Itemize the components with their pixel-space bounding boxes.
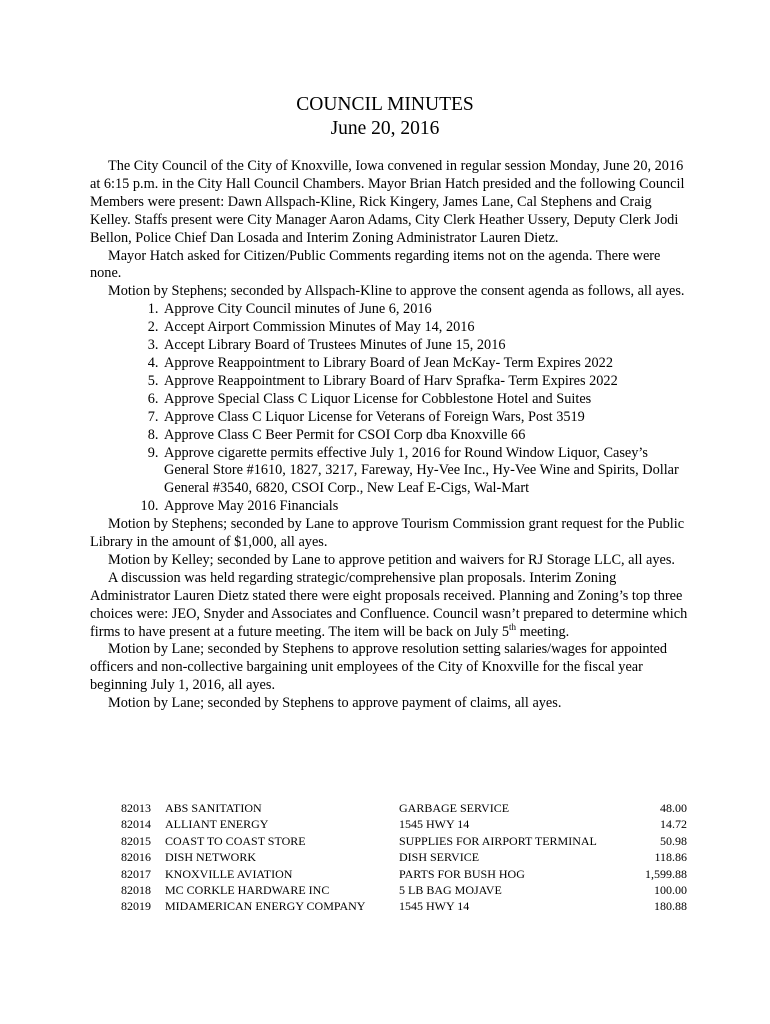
list-item: 7. Approve Class C Liquor License for Veterans of Foreign Wars, Post 3519 <box>162 409 690 427</box>
claim-description: GARBAGE SERVICE <box>399 801 510 815</box>
claims-table <box>121 800 687 915</box>
claim-amount: 1,599.88 <box>645 866 687 881</box>
table-row <box>121 849 687 865</box>
ordinal-suffix: th <box>509 621 517 632</box>
table-row <box>121 898 687 914</box>
claim-vendor: MIDAMERICAN ENERGY COMPANY <box>165 899 366 914</box>
table-row <box>121 800 687 816</box>
claim-number: 82019 <box>121 899 151 914</box>
claim-description: 5 LB BAG MOJAVE <box>399 883 502 898</box>
list-item: 10. Approve May 2016 Financials <box>162 498 690 516</box>
minutes-body <box>90 158 690 713</box>
claim-vendor: KNOXVILLE AVIATION <box>165 866 293 881</box>
claim-description: 1545 HWY 14 <box>399 899 470 914</box>
claim-number: 82015 <box>121 833 151 848</box>
claims-motion-paragraph: Motion by Lane; seconded by Stephens to approve payment of claims, all ayes. <box>108 695 562 712</box>
list-item: 8. Approve Class C Beer Permit for CSOI Corp dba Knoxville 66 <box>162 427 690 445</box>
claim-vendor: DISH NETWORK <box>165 850 256 865</box>
claim-number: 82014 <box>121 817 151 832</box>
list-item: 3. Accept Library Board of Trustees Minutes of June 15, 2016 <box>162 337 690 355</box>
claim-vendor: ALLIANT ENERGY <box>165 817 269 832</box>
salaries-motion-paragraph: Motion by Lane; seconded by Stephens to approve resolution setting salaries/wages for appointed officers and non-collective bargaining unit employees of the City of Knoxville for the fiscal year beginning July 1, 2016, all ayes. <box>90 641 668 694</box>
consent-agenda-list <box>90 301 690 516</box>
claim-description: 1545 HWY 14 <box>399 817 470 832</box>
list-item: 4. Approve Reappointment to Library Board of Jean McKay- Term Expires 2022 <box>162 355 690 373</box>
claim-vendor: COAST TO COAST STORE <box>165 833 306 848</box>
meeting-date: June 20, 2016 <box>330 118 440 139</box>
claim-amount: 180.88 <box>654 899 687 914</box>
claim-vendor: MC CORKLE HARDWARE INC <box>165 883 330 898</box>
public-comments-paragraph: Mayor Hatch asked for Citizen/Public Comments regarding items not on the agenda. There were none. <box>90 247 661 282</box>
storage-motion-paragraph: Motion by Kelley; seconded by Lane to approve petition and waivers for RJ Storage LLC, all ayes. <box>108 551 675 568</box>
claim-amount: 48.00 <box>660 801 687 815</box>
table-row <box>121 833 687 849</box>
claim-number: 82017 <box>121 866 151 881</box>
table-row <box>121 866 687 882</box>
claim-description: SUPPLIES FOR AIRPORT TERMINAL <box>399 833 597 848</box>
claim-vendor: ABS SANITATION <box>165 801 262 815</box>
discussion-paragraph <box>90 570 690 642</box>
claim-number: 82016 <box>121 850 151 865</box>
discussion-text: A discussion was held regarding strategic/comprehensive plan proposals. Interim Zoning Administrator Lauren Dietz stated there were eight proposals received. Planning and Zoning’s top three choices were: JEO, Snyder and Associates and Confluence. Council wasn’t prepared to determine which firms to have present at a future meeting. The item will be back on July 5 <box>90 569 688 640</box>
list-item: 1. Approve City Council minutes of June 6, 2016 <box>162 301 690 319</box>
claim-amount: 14.72 <box>660 817 687 832</box>
opening-paragraph: The City Council of the City of Knoxville, Iowa convened in regular session Monday, June 20, 2016 at 6:15 p.m. in the City Hall Council Chambers. Mayor Brian Hatch presided and the following Council Members were present: Dawn Allspach-Kline, Rick Kingery, James Lane, Cal Stephens and Craig Kelley. Staffs present were City Manager Aaron Adams, City Clerk Heather Ussery, Deputy Clerk Jodi Bellon, Police Chief Dan Losada and Interim Zoning Administrator Lauren Dietz. <box>90 158 685 246</box>
claim-description: DISH SERVICE <box>399 850 480 865</box>
claim-number: 82018 <box>121 883 151 898</box>
document-title: COUNCIL MINUTES <box>296 94 474 115</box>
claim-amount: 118.86 <box>654 850 687 865</box>
list-item: 6. Approve Special Class C Liquor License for Cobblestone Hotel and Suites <box>162 391 690 409</box>
table-row <box>121 882 687 898</box>
list-item: 9. Approve cigarette permits effective July 1, 2016 for Round Window Liquor, Casey’s General Store #1610, 1827, 3217, Fareway, Hy-Vee Inc., Hy-Vee Wine and Spirits, Dollar General #3540, 6820, CSOI Corp., New Leaf E-Cigs, Wal-Mart <box>162 445 690 499</box>
claim-amount: 50.98 <box>660 833 687 848</box>
claim-description: PARTS FOR BUSH HOG <box>399 866 525 881</box>
tourism-motion-paragraph: Motion by Stephens; seconded by Lane to approve Tourism Commission grant request for the Public Library in the amount of $1,000, all ayes. <box>90 516 685 551</box>
consent-motion-paragraph: Motion by Stephens; seconded by Allspach-Kline to approve the consent agenda as follows, all ayes. <box>108 283 685 300</box>
list-item: 5. Approve Reappointment to Library Board of Harv Sprafka- Term Expires 2022 <box>162 373 690 391</box>
claim-number: 82013 <box>121 801 151 815</box>
list-item: 2. Accept Airport Commission Minutes of May 14, 2016 <box>162 319 690 337</box>
claim-amount: 100.00 <box>654 883 687 898</box>
discussion-tail: meeting. <box>516 623 570 640</box>
table-row <box>121 816 687 832</box>
